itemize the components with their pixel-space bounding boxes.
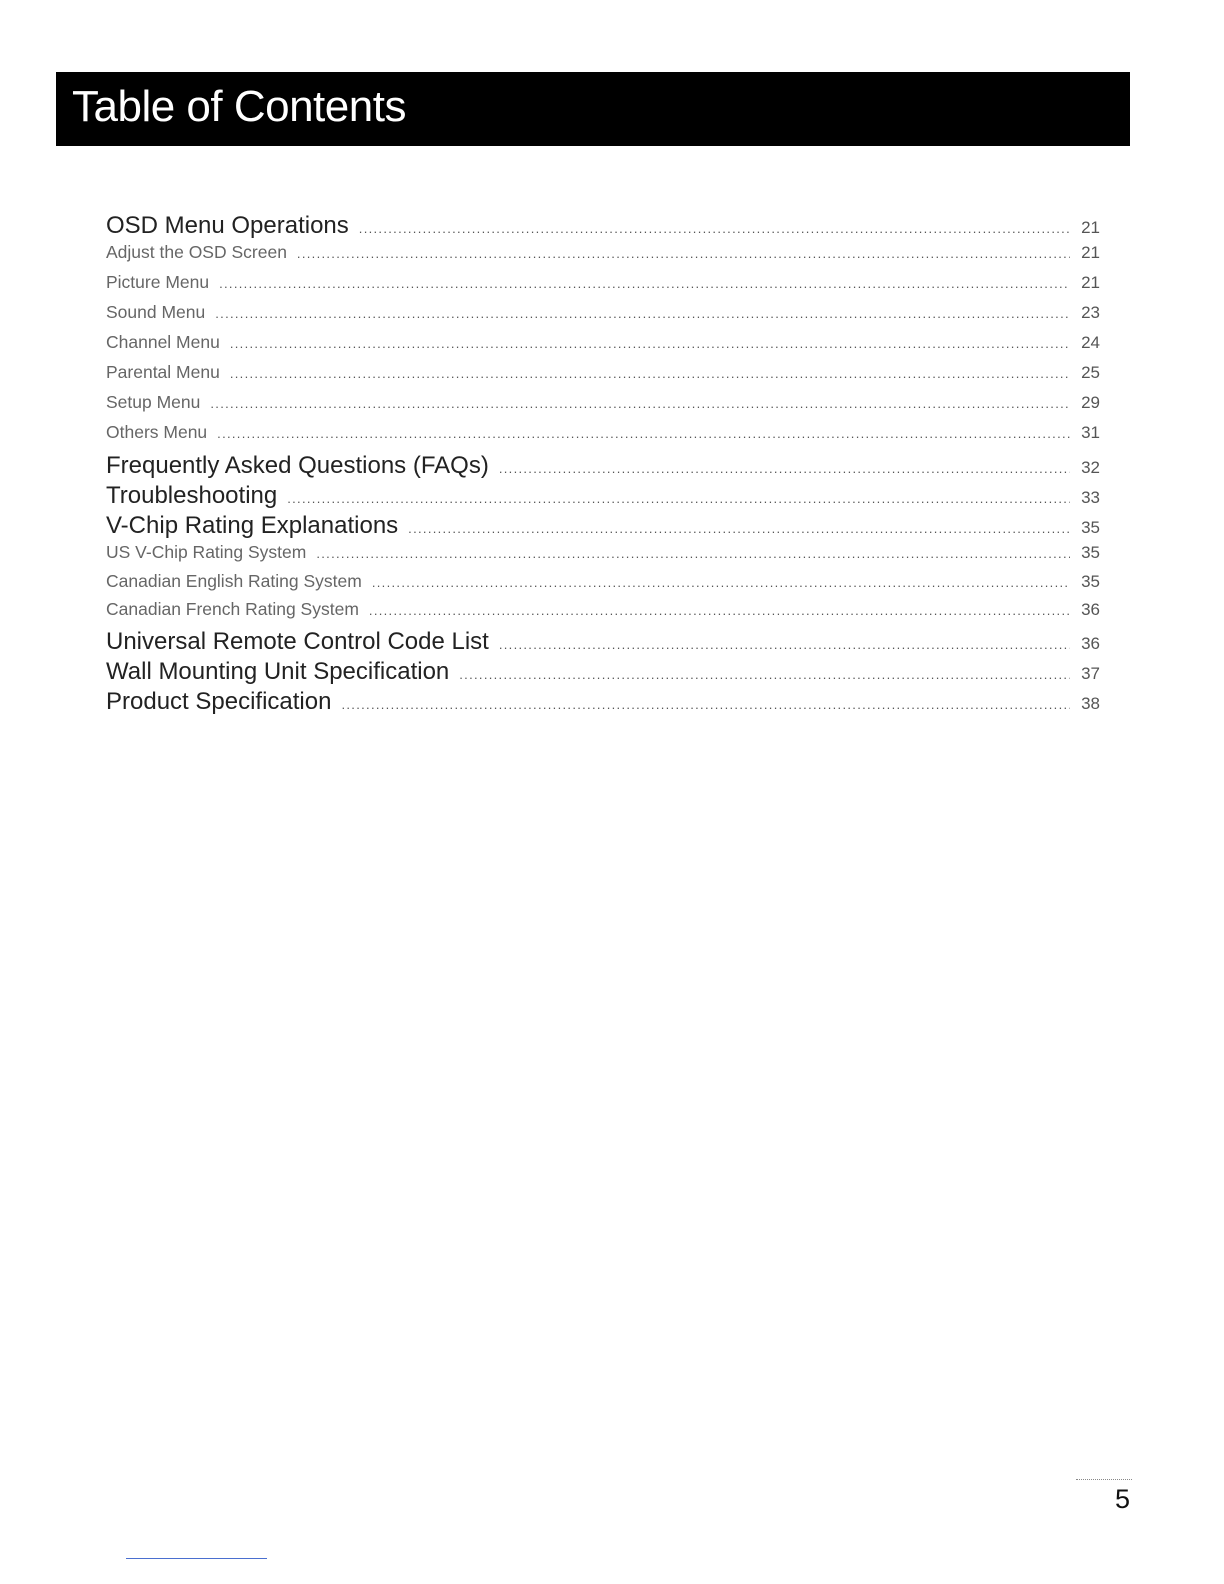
toc-leader-dots bbox=[219, 276, 1070, 291]
toc-entry-label: Product Specification bbox=[106, 687, 332, 715]
toc-leader-dots bbox=[499, 637, 1070, 652]
toc-entry-page: 35 bbox=[1081, 518, 1100, 537]
toc-entry-page: 25 bbox=[1081, 363, 1100, 382]
table-of-contents bbox=[106, 212, 1100, 718]
toc-entry-label: Parental Menu bbox=[106, 362, 220, 382]
toc-entry[interactable] bbox=[106, 571, 1100, 600]
footer-rule bbox=[126, 1558, 267, 1559]
toc-entry-label: Sound Menu bbox=[106, 302, 206, 322]
toc-entry[interactable] bbox=[106, 482, 1100, 512]
toc-entry-page: 23 bbox=[1081, 303, 1100, 322]
toc-entry-label: Picture Menu bbox=[106, 272, 210, 292]
toc-leader-dots bbox=[210, 396, 1070, 411]
toc-entry-label: Setup Menu bbox=[106, 392, 201, 412]
toc-leader-dots bbox=[359, 221, 1070, 236]
toc-entry-page: 24 bbox=[1081, 333, 1100, 352]
toc-entry[interactable] bbox=[106, 392, 1100, 422]
toc-entry[interactable] bbox=[106, 512, 1100, 542]
toc-entry-page: 38 bbox=[1081, 693, 1100, 713]
toc-entry[interactable] bbox=[106, 452, 1100, 482]
toc-leader-dots bbox=[297, 246, 1070, 261]
toc-entry-page: 35 bbox=[1081, 571, 1100, 591]
toc-leader-dots bbox=[408, 521, 1070, 536]
page-number-rule bbox=[1076, 1479, 1132, 1480]
toc-entry[interactable] bbox=[106, 272, 1100, 302]
toc-entry-label: Channel Menu bbox=[106, 332, 220, 352]
toc-entry-label: Frequently Asked Questions (FAQs) bbox=[106, 452, 489, 479]
toc-entry-page: 32 bbox=[1081, 458, 1100, 477]
toc-entry-label: Troubleshooting bbox=[106, 482, 278, 509]
toc-entry-page: 31 bbox=[1081, 423, 1100, 442]
toc-entry-label: Canadian English Rating System bbox=[106, 570, 362, 591]
toc-entry[interactable] bbox=[106, 658, 1100, 688]
toc-entry[interactable] bbox=[106, 599, 1100, 628]
toc-entry[interactable] bbox=[106, 242, 1100, 272]
toc-entry[interactable] bbox=[106, 688, 1100, 718]
toc-entry-label: Canadian French Rating System bbox=[106, 599, 359, 619]
toc-entry[interactable] bbox=[106, 362, 1100, 392]
page-number: 5 bbox=[1114, 1484, 1130, 1514]
toc-entry-label: Adjust the OSD Screen bbox=[106, 242, 287, 262]
toc-leader-dots bbox=[217, 426, 1070, 441]
toc-entry[interactable] bbox=[106, 212, 1100, 242]
toc-entry-label: Universal Remote Control Code List bbox=[106, 627, 489, 655]
toc-entry-label: Others Menu bbox=[106, 422, 208, 442]
toc-leader-dots bbox=[341, 697, 1070, 712]
toc-entry[interactable] bbox=[106, 302, 1100, 332]
toc-entry-page: 36 bbox=[1081, 600, 1100, 619]
toc-entry[interactable] bbox=[106, 422, 1100, 452]
toc-entry-label: US V-Chip Rating System bbox=[106, 542, 307, 562]
toc-entry-page: 21 bbox=[1081, 243, 1100, 262]
toc-entry[interactable] bbox=[106, 628, 1100, 658]
toc-entry-page: 35 bbox=[1081, 543, 1100, 562]
toc-entry[interactable] bbox=[106, 332, 1100, 362]
toc-entry-page: 36 bbox=[1081, 633, 1100, 653]
title-banner bbox=[56, 72, 1130, 146]
toc-entry-label: OSD Menu Operations bbox=[106, 212, 349, 239]
toc-entry[interactable] bbox=[106, 542, 1100, 571]
toc-entry-label: V-Chip Rating Explanations bbox=[106, 512, 399, 539]
toc-entry-page: 21 bbox=[1081, 218, 1100, 237]
toc-leader-dots bbox=[369, 603, 1070, 618]
toc-leader-dots bbox=[372, 575, 1070, 590]
toc-entry-page: 21 bbox=[1081, 273, 1100, 292]
toc-leader-dots bbox=[230, 336, 1070, 351]
toc-leader-dots bbox=[230, 366, 1070, 381]
toc-entry-page: 37 bbox=[1081, 663, 1100, 683]
page-title: Table of Contents bbox=[72, 82, 406, 131]
toc-entry-page: 33 bbox=[1081, 488, 1100, 507]
toc-leader-dots bbox=[287, 491, 1070, 506]
toc-entry-label: Wall Mounting Unit Specification bbox=[106, 657, 450, 685]
toc-leader-dots bbox=[459, 667, 1070, 682]
toc-leader-dots bbox=[316, 546, 1070, 561]
toc-leader-dots bbox=[215, 306, 1070, 321]
toc-leader-dots bbox=[499, 461, 1070, 476]
toc-entry-page: 29 bbox=[1081, 393, 1100, 412]
